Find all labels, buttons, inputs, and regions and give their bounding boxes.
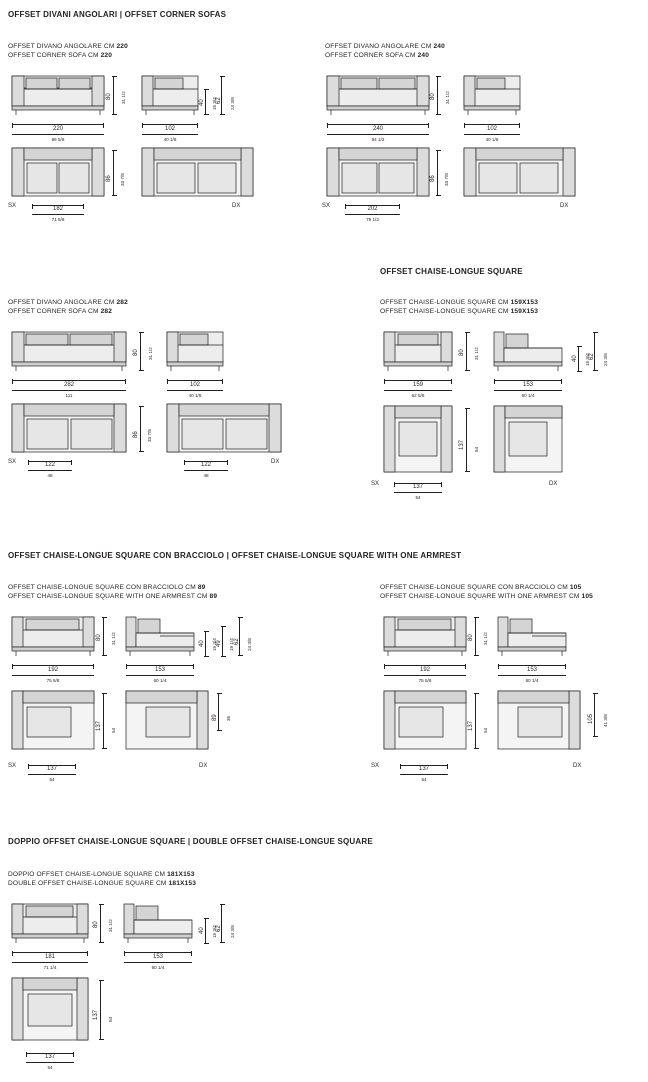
dim-double-height-cm: 80 [93,921,99,928]
vline-159-height [466,332,467,371]
drawing-chaise-105-plan-right [496,689,582,751]
drawing-chaise-89-plan-left [10,689,96,751]
label-sx-240: SX [322,203,331,209]
vline-double-arm [221,904,222,943]
dim-240-depth-cm: 86 [430,175,436,182]
vline-double-height [100,904,101,943]
dim-240-plan-cm: 202 [367,206,378,212]
item-title-chaise-105-en: OFFSET CHAISE-LONGUE SQUARE WITH ONE ARMREST CM 105 [380,593,593,600]
dim-159-seat-in: 15 3/4 [585,353,590,366]
dim-159-depth-cm: 137 [459,439,465,450]
dim-220-depth-in: 33 7/8 [120,173,125,186]
dim-159-height-in: 31 1/2 [474,347,479,360]
dim-105-depth-cm: 137 [468,720,474,731]
drawing-double-side [122,896,194,948]
dim-159-plan-in: 54 [394,492,442,502]
section-heading-chaise-one-armrest: OFFSET CHAISE-LONGUE SQUARE CON BRACCIOLO | OFFSET CHAISE-LONGUE SQUARE WITH ONE ARMREST [8,551,462,560]
dim-220-plan-in: 71 5/8 [32,214,84,224]
label-dx-282: DX [271,459,280,465]
label-en: OFFSET CORNER SOFA CM [8,52,101,59]
dim-89-height-cm: 80 [96,634,102,641]
drawing-double-plan [10,976,90,1042]
dim-220-depth-cm: 86 [106,175,112,182]
dim-double-depth-cm: 137 [93,1009,99,1020]
dim-89-seat-cm: 40 [199,640,205,647]
section-heading-chaise-square: OFFSET CHAISE-LONGUE SQUARE [380,267,523,276]
dim-159-side-in: 60 1/4 [494,390,562,400]
drawing-double-front [10,896,90,948]
dim-double-seat-cm: 40 [199,927,205,934]
dim-240-front-in: 94 1/2 [327,134,429,144]
vline-282-height [140,332,141,371]
drawing-corner-220-plan-right [140,146,255,198]
dim-105-plan-in: 54 [400,774,448,784]
measure-line-double-front [12,952,88,953]
dim-240-front-cm: 240 [372,126,383,132]
vline-89-back [218,693,219,731]
dim-220-height-in: 31 1/2 [121,91,126,104]
item-title-corner-220-it [8,42,128,51]
dim-89-mid-cm: 49 [216,640,222,647]
dim-159-side-cm: 153 [522,382,533,388]
drawing-chaise-159-plan-left [382,404,454,474]
dim-240-side-in: 40 1/8 [464,134,520,144]
dim-240-plan-in: 79 1/2 [345,214,400,224]
vline-159-seat [578,346,579,372]
dim-220-height-cm: 80 [106,93,112,100]
label-dx-159: DX [549,481,558,487]
dim-159-plan-cm: 137 [412,484,423,490]
label-sx-105: SX [371,763,380,769]
dim-220-arm-cm: 62 [216,97,222,104]
dim-220-seat-cm: 40 [199,99,205,106]
drawing-corner-282-plan-left [10,402,128,454]
drawing-corner-220-side [140,68,200,120]
dim-89-depth-in: 54 [111,727,116,733]
label-it-size: 220 [116,43,128,50]
dim-89-front-cm: 192 [47,667,58,673]
drawing-chaise-89-side [124,609,196,661]
dim-159-seat-cm: 40 [572,355,578,362]
item-title-corner-282-it: OFFSET DIVANO ANGOLARE CM 282 [8,299,128,306]
drawing-corner-240-side [462,68,522,120]
dim-220-front-in: 86 5/8 [12,134,104,144]
dim-220-plan-cm: 182 [52,206,63,212]
dim-89-side-cm: 153 [154,667,165,673]
vline-89-seat [205,631,206,657]
measure-line-282-front [12,380,126,381]
measure-line-282-side [167,380,223,381]
dim-105-depth-in: 54 [483,727,488,733]
measure-line-240-front [327,124,429,125]
dim-240-depth-in: 33 7/8 [444,173,449,186]
dim-240-side-cm: 102 [486,126,497,132]
dim-159-front-cm: 159 [412,382,423,388]
measure-line-105-front [384,665,466,666]
dim-282-plan-right-cm: 122 [200,462,211,468]
dim-159-arm-cm: 62 [589,353,595,360]
section-heading-corner-sofas: OFFSET DIVANI ANGOLARI | OFFSET CORNER SOFAS [8,10,227,19]
dim-220-front-cm: 220 [52,126,63,132]
dim-105-side-in: 60 1/4 [498,675,566,685]
item-title-double-it: DOPPIO OFFSET CHAISE-LONGUE SQUARE CM 181X153 [8,871,195,878]
dim-double-arm-cm: 62 [216,925,222,932]
dim-89-back-in: 35 [226,715,231,721]
dim-double-seat-in: 15 3/4 [212,925,217,938]
drawing-corner-220-plan-left [10,146,106,198]
drawing-corner-240-front [325,68,431,120]
dim-282-plan-left-in: 48 [28,470,72,480]
dim-89-seat-in: 15 3/4 [212,638,217,651]
dim-double-arm-in: 24 3/8 [230,925,235,938]
vline-89-height [103,617,104,656]
drawing-corner-282-plan-right [165,402,283,454]
drawing-chaise-159-side [492,324,564,376]
dim-double-front-in: 71 1/4 [12,962,88,972]
vline-105-depth [475,693,476,749]
label-sx-159: SX [371,481,380,487]
measure-line-159-side [494,380,562,381]
dim-105-front-cm: 192 [419,667,430,673]
label-dx-89: DX [199,763,208,769]
dim-double-plan-cm: 137 [44,1054,55,1060]
dim-282-depth-in: 33 7/8 [147,429,152,442]
label-dx-240: DX [560,203,569,209]
item-title-chaise-89-it: OFFSET CHAISE-LONGUE SQUARE CON BRACCIOLO CM 89 [8,584,206,591]
dim-282-front-in: 111 [12,390,126,400]
vline-89-mid [222,626,223,657]
drawing-chaise-89-front [10,609,96,661]
item-title-double-en: DOUBLE OFFSET CHAISE-LONGUE SQUARE CM 181X153 [8,880,197,887]
dim-240-height-cm: 80 [430,93,436,100]
label-sx-89: SX [8,763,17,769]
measure-line-89-side [126,665,194,666]
vline-220-height [113,76,114,115]
dim-282-height-in: 31 1/2 [148,347,153,360]
vline-105-height [475,617,476,656]
dim-240-height-in: 31 1/2 [445,91,450,104]
dim-220-seat-in: 15 3/4 [212,97,217,110]
item-title-chaise-159-en: OFFSET CHAISE-LONGUE SQUARE CM 159X153 [380,308,539,315]
dim-89-arm-cm: 62 [234,638,240,645]
label-it: OFFSET DIVANO ANGOLARE CM [8,43,117,50]
vline-89-arm [239,617,240,656]
label-en-size: 220 [100,52,113,59]
dim-double-side-in: 60 1/4 [124,962,192,972]
dim-220-arm-in: 24 3/8 [230,97,235,110]
vline-double-depth [100,980,101,1040]
dim-double-plan-in: 54 [26,1062,74,1072]
dim-282-side-in: 40 1/8 [167,390,223,400]
dim-282-front-cm: 282 [63,382,74,388]
measure-line-220-front [12,124,104,125]
vline-240-depth [437,150,438,196]
dim-89-side-in: 60 1/4 [126,675,194,685]
vline-220-arm [221,76,222,115]
label-dx-105: DX [573,763,582,769]
drawing-corner-282-front [10,324,128,376]
dim-89-plan-in: 54 [28,774,76,784]
dim-89-depth-cm: 137 [96,720,102,731]
label-dx-220: DX [232,203,241,209]
label-sx-282: SX [8,459,17,465]
dim-159-front-in: 62 5/8 [384,390,452,400]
dim-89-back-cm: 89 [212,714,218,721]
drawing-chaise-105-plan-left [382,689,468,751]
measure-line-220-side [142,124,198,125]
dim-105-side-cm: 153 [526,667,537,673]
drawing-corner-220-front [10,68,106,120]
dim-double-height-in: 31 1/2 [108,919,113,932]
dim-105-height-in: 31 1/2 [483,632,488,645]
dim-105-back-in: 41 3/8 [603,714,608,727]
drawing-chaise-105-side [496,609,568,661]
dim-double-front-cm: 181 [44,954,55,960]
dim-159-arm-in: 24 3/8 [603,353,608,366]
dim-105-height-cm: 80 [468,634,474,641]
dim-105-plan-cm: 137 [418,766,429,772]
vline-double-seat [205,918,206,944]
dim-282-plan-left-cm: 122 [44,462,55,468]
dim-105-front-in: 75 5/8 [384,675,466,685]
measure-line-159-front [384,380,452,381]
dim-double-side-cm: 153 [152,954,163,960]
item-title-chaise-89-en: OFFSET CHAISE-LONGUE SQUARE WITH ONE ARMREST CM 89 [8,593,218,600]
dim-282-height-cm: 80 [133,349,139,356]
item-title-chaise-159-it: OFFSET CHAISE-LONGUE SQUARE CM 159X153 [380,299,539,306]
dim-89-front-in: 75 5/8 [12,675,94,685]
label-sx-220: SX [8,203,17,209]
drawing-corner-282-side [165,324,225,376]
vline-159-arm [594,332,595,371]
drawing-corner-240-plan-left [325,146,431,198]
dim-89-arm-in: 24 3/8 [247,638,252,651]
dim-89-plan-cm: 137 [46,766,57,772]
drawing-chaise-159-plan-right [492,404,564,474]
item-title-corner-240-en: OFFSET CORNER SOFA CM 240 [325,52,430,59]
item-title-corner-220-en [8,51,112,60]
dim-159-height-cm: 80 [459,349,465,356]
item-title-corner-240-it: OFFSET DIVANO ANGOLARE CM 240 [325,43,445,50]
measure-line-89-front [12,665,94,666]
vline-220-seat [205,89,206,115]
dim-105-back-cm: 105 [588,713,594,724]
dim-220-side-in: 40 1/8 [142,134,198,144]
dim-89-height-in: 31 1/2 [111,632,116,645]
dim-89-mid-in: 19 1/4 [229,638,234,651]
drawing-chaise-159-front [382,324,454,376]
dim-220-side-cm: 102 [164,126,175,132]
section-heading-double-chaise: DOPPIO OFFSET CHAISE-LONGUE SQUARE | DOUBLE OFFSET CHAISE-LONGUE SQUARE [8,837,373,846]
drawing-corner-240-plan-right [462,146,577,198]
measure-line-double-side [124,952,192,953]
measure-line-240-side [464,124,520,125]
vline-159-depth [466,408,467,472]
vline-89-depth [103,693,104,749]
item-title-chaise-105-it: OFFSET CHAISE-LONGUE SQUARE CON BRACCIOLO CM 105 [380,584,582,591]
dim-159-depth-in: 54 [474,446,479,452]
drawing-chaise-89-plan-right [124,689,210,751]
item-title-corner-282-en: OFFSET CORNER SOFA CM 282 [8,308,113,315]
dim-282-depth-cm: 86 [133,431,139,438]
dim-282-plan-right-in: 48 [184,470,228,480]
dim-282-side-cm: 102 [189,382,200,388]
vline-220-depth [113,150,114,196]
vline-240-height [437,76,438,115]
vline-282-depth [140,406,141,452]
vline-105-back [594,693,595,737]
measure-line-105-side [498,665,566,666]
dim-double-depth-in: 54 [108,1016,113,1022]
drawing-chaise-105-front [382,609,468,661]
